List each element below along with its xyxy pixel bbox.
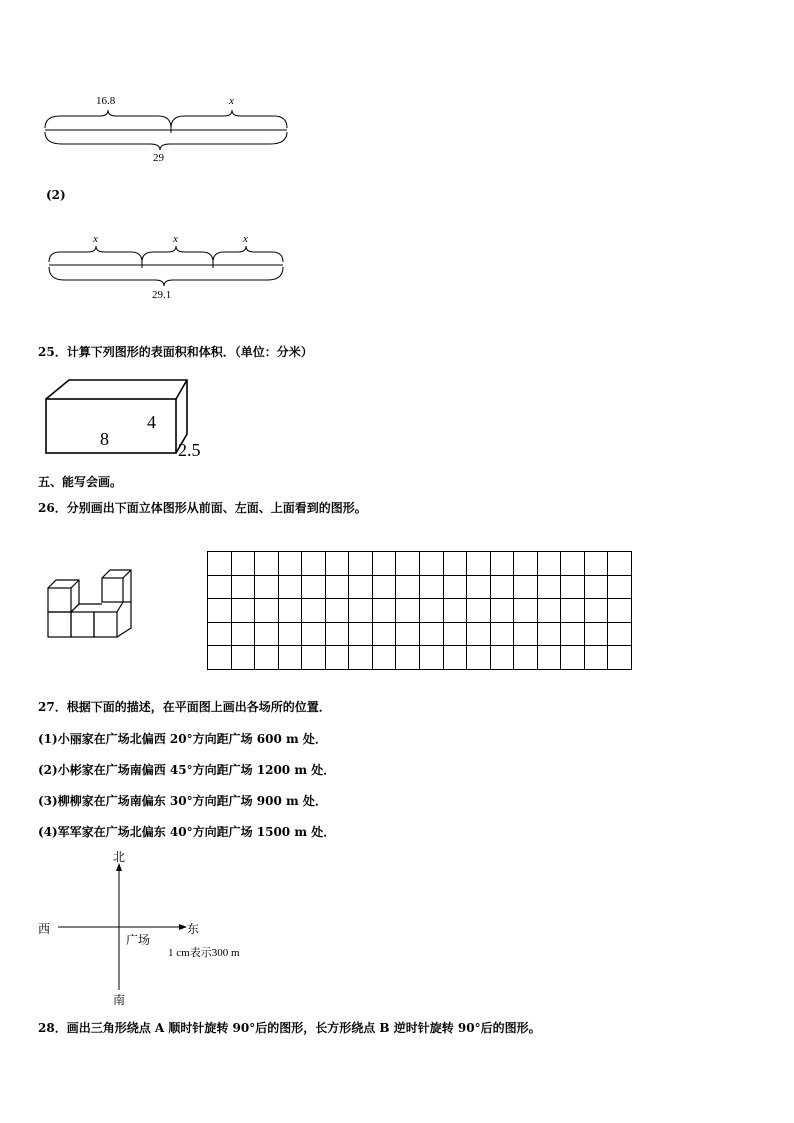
label-plaza: 广场 (126, 933, 151, 947)
label-x-2: x (173, 233, 178, 245)
east-arrow-icon (179, 924, 187, 930)
label-16-8: 16.8 (96, 95, 116, 107)
label-west: 西 (38, 922, 51, 936)
label-x: x (229, 95, 234, 107)
part-2-label: (2) (46, 188, 66, 202)
q27-item-3: (3)柳柳家在广场南偏东 30°方向距广场 900 m 处． (38, 794, 327, 808)
section-5-title: 五、能写会画。 (38, 475, 123, 489)
label-x-1: x (93, 233, 98, 245)
dim-width: 2.5 (178, 440, 201, 460)
q27-item-4: (4)军军家在广场北偏东 40°方向距广场 1500 m 处． (38, 825, 336, 839)
question-25: 25．计算下列图形的表面积和体积．（单位：分米） (38, 345, 313, 359)
label-north: 北 (113, 850, 126, 864)
dim-length: 8 (100, 429, 109, 449)
dim-height: 4 (147, 412, 156, 432)
label-x-3: x (243, 233, 248, 245)
question-26: 26．分别画出下面立体图形从前面、左面、上面看到的图形。 (38, 501, 367, 515)
scale-note: 1 cm表示300 m (168, 947, 240, 959)
label-29-1: 29.1 (152, 289, 172, 301)
label-29: 29 (153, 152, 164, 164)
label-east: 东 (187, 922, 200, 936)
question-28: 28．画出三角形绕点 A 顺时针旋转 90°后的图形，长方形绕点 B 逆时针旋转 90°后的图形。 (38, 1021, 541, 1035)
q27-item-2: (2)小彬家在广场南偏西 45°方向距广场 1200 m 处． (38, 763, 336, 777)
question-27: 27．根据下面的描述，在平面图上画出各场所的位置． (38, 700, 331, 714)
label-south: 南 (113, 993, 126, 1007)
q27-item-1: (1)小丽家在广场北偏西 20°方向距广场 600 m 处． (38, 732, 327, 746)
